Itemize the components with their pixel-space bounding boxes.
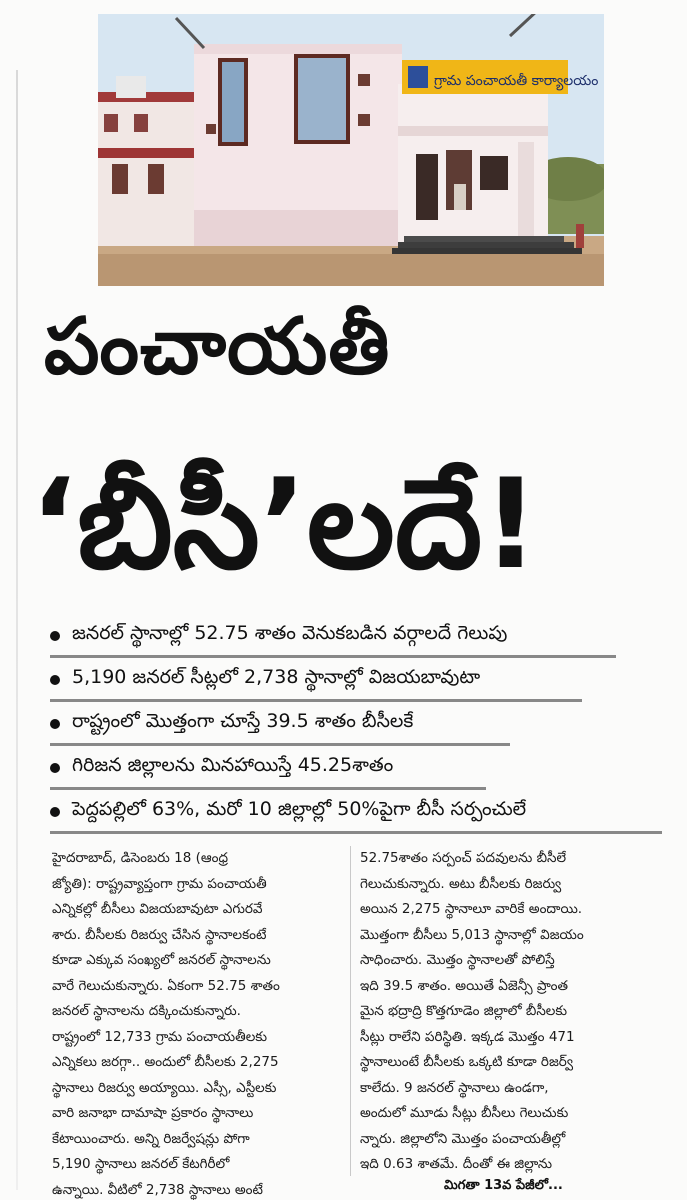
bullet-dot-icon <box>50 719 60 729</box>
article-line: కూడా ఎక్కువ సంఖ్యలో జనరల్ స్థానాలను <box>52 952 271 968</box>
article-line: జనరల్ స్థానాలను దక్కించుకున్నారు. <box>52 1003 241 1019</box>
article-line: జ్యోతి): రాష్ట్రవ్యాప్తంగా గ్రామ పంచాయతీ <box>52 875 267 892</box>
article-line: సాధించారు. మొత్తం స్థానాలతో పోలిస్తే <box>360 952 555 968</box>
article-line: ఇది 39.5 శాతం. అయితే ఏజెన్సీ ప్రాంత <box>360 977 569 994</box>
article-line: మొత్తంగా బీసీలు 5,013 స్థానాల్లో విజయం <box>360 926 584 943</box>
article-line: శారు. బీసీలకు రిజర్వు చేసిన స్థానాలకంటే <box>52 926 267 943</box>
article-column-right <box>360 846 652 1176</box>
page-edge <box>16 70 18 1190</box>
article-line: గెలుచుకున్నారు. అటు బీసీలకు రిజర్వు <box>360 875 562 892</box>
building-illustration <box>98 14 604 286</box>
bullet-text: గిరిజన జిల్లాలను మినహాయిస్తే 45.25శాతం <box>72 754 394 776</box>
bullet-item <box>50 792 662 834</box>
article-line: స్థానాలుంటే బీసీలకు ఒక్కటి కూడా రిజర్వ్ <box>360 1054 573 1070</box>
article-line: ఎన్నికల్లో బీసీలు విజయబావుటా ఎగురవే <box>52 901 263 917</box>
headline-line-2: ‘బీసీ’లదే! <box>30 453 539 597</box>
article-line: కాలేదు. 9 జనరల్ స్థానాలు ఉండగా, <box>360 1079 549 1096</box>
article-line: అయిన 2,275 స్థానాలూ వారికే అందాయి. <box>360 901 583 917</box>
article-line: 52.75శాతం సర్పంచ్ పదవులను బీసీలే <box>360 850 567 866</box>
article-line: వారే గెలుచుకున్నారు. ఏకంగా 52.75 శాతం <box>52 977 280 994</box>
article-column-left <box>52 846 342 1200</box>
panchayat-office-photo <box>98 14 604 286</box>
headline-line-1: పంచాయతీ <box>44 302 391 392</box>
bullet-item <box>50 660 582 702</box>
article-line: స్థానాలు రిజర్వు అయ్యాయి. ఎస్సీ, ఎస్టీలకు <box>52 1079 277 1096</box>
bullet-text: పెద్దపల్లిలో 63%, మరో 10 జిల్లాల్లో 50%పైగా బీసీ సర్పంచులే <box>72 798 527 820</box>
article-line: సీట్లు రాలేని పరిస్థితి. ఇక్కడ మొత్తం 471 <box>360 1028 575 1045</box>
bullet-text: రాష్ట్రంలో మొత్తంగా చూస్తే 39.5 శాతం బీసీలకే <box>72 710 414 732</box>
bullet-dot-icon <box>50 763 60 773</box>
bullet-text: జనరల్ స్థానాల్లో 52.75 శాతం వెనుకబడిన వర్గాలదే గెలుపు <box>72 622 508 644</box>
article-line: కేటాయించారు. అన్ని రిజర్వేషన్లు పోగా <box>52 1130 250 1147</box>
bullet-text: 5,190 జనరల్ సీట్లలో 2,738 స్థానాల్లో విజయబావుటా <box>72 666 481 688</box>
bullet-item <box>50 704 510 746</box>
article-line: 5,190 స్థానాలు జనరల్ కేటగిరీలో <box>52 1156 230 1172</box>
article-line: ఇది 0.63 శాతమే. దీంతో ఈ జిల్లాను <box>360 1156 553 1172</box>
article-line: అందులో మూడు సీట్లు బీసీలు గెలుచుకు <box>360 1105 569 1121</box>
article-line: న్నారు. జిల్లాలోని మొత్తం పంచాయతీల్లో <box>360 1130 566 1147</box>
continued-on-page: మిగతా 13వ పేజీలో... <box>444 1178 563 1193</box>
bullet-dot-icon <box>50 807 60 817</box>
article-line: వారి జనాభా దామాషా ప్రకారం స్థానాలు <box>52 1105 254 1121</box>
article-line: హైదరాబాద్, డిసెంబరు 18 (ఆంధ్ర <box>52 850 229 866</box>
article-line: ఎన్నికలు జరగ్గా.. అందులో బీసీలకు 2,275 <box>52 1054 279 1070</box>
article-line: ఉన్నాయి. వీటిలో 2,738 స్థానాలు అంటే <box>52 1181 263 1198</box>
highlight-bullets <box>50 616 650 836</box>
column-divider <box>350 846 351 1176</box>
bullet-dot-icon <box>50 675 60 685</box>
article-line: మైన భద్రాద్రి కొత్తగూడెం జిల్లాలో బీసీలకు <box>360 1003 568 1019</box>
bullet-item <box>50 748 486 790</box>
article-line: రాష్ట్రంలో 12,733 గ్రామ పంచాయతీలకు <box>52 1028 268 1045</box>
bullet-dot-icon <box>50 631 60 641</box>
signboard-text: గ్రామ పంచాయతీ కార్యాలయం <box>434 73 599 89</box>
bullet-item <box>50 616 616 658</box>
